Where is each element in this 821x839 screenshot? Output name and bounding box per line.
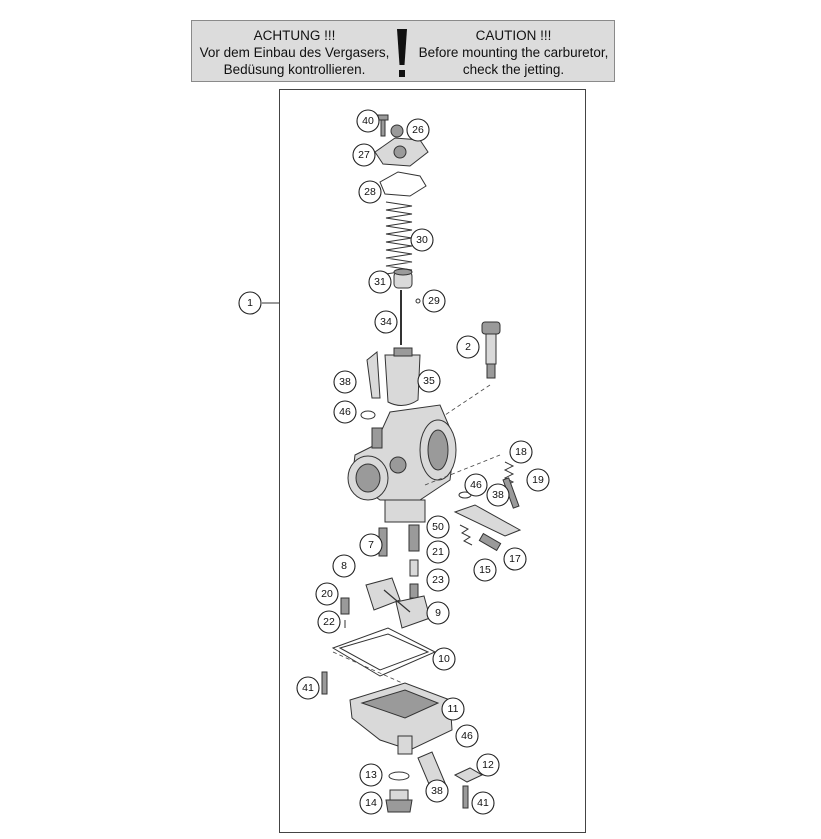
svg-text:1: 1	[247, 297, 253, 309]
callout-23	[427, 569, 449, 591]
svg-text:41: 41	[477, 797, 489, 809]
callout-34	[375, 311, 397, 333]
svg-text:10: 10	[438, 653, 450, 665]
o-ring-part	[361, 411, 375, 419]
jet-needle-part	[401, 290, 420, 345]
callout-18	[510, 441, 532, 463]
svg-text:14: 14	[365, 797, 377, 809]
svg-text:40: 40	[362, 115, 374, 127]
drain-plug-part	[386, 790, 412, 812]
callout-38-lower	[426, 780, 448, 802]
warning-english-line1: Before mounting the carburetor,	[418, 45, 609, 60]
svg-text:23: 23	[432, 574, 444, 586]
callout-12	[477, 754, 499, 776]
callout-9	[427, 602, 449, 624]
callout-2	[457, 336, 479, 358]
callout-19	[527, 469, 549, 491]
callout-26	[407, 119, 429, 141]
svg-text:38: 38	[339, 376, 351, 388]
svg-text:30: 30	[416, 234, 428, 246]
svg-text:28: 28	[364, 186, 376, 198]
main-jet-part	[410, 584, 418, 598]
needle-jet-part	[409, 525, 419, 551]
callout-31	[369, 271, 391, 293]
svg-text:22: 22	[323, 616, 335, 628]
svg-text:17: 17	[509, 553, 521, 565]
bowl-screw-part-left	[322, 672, 327, 694]
svg-text:7: 7	[368, 539, 374, 551]
callout-7	[360, 534, 382, 556]
callout-20	[316, 583, 338, 605]
callout-15	[474, 559, 496, 581]
svg-text:2: 2	[465, 341, 471, 353]
svg-text:41: 41	[302, 682, 314, 694]
svg-text:35: 35	[423, 375, 435, 387]
callout-21	[427, 541, 449, 563]
idle-screw-part	[482, 322, 500, 378]
svg-text:46: 46	[470, 479, 482, 491]
svg-text:27: 27	[358, 149, 370, 161]
carburetor-body-part	[348, 405, 456, 522]
svg-text:9: 9	[435, 607, 441, 619]
callout-14	[360, 792, 382, 814]
svg-text:34: 34	[380, 316, 392, 328]
callout-11	[442, 698, 464, 720]
vent-hose-part	[367, 352, 380, 398]
svg-text:50: 50	[432, 521, 444, 533]
svg-text:12: 12	[482, 759, 494, 771]
callout-50	[427, 516, 449, 538]
svg-text:20: 20	[321, 588, 333, 600]
svg-text:18: 18	[515, 446, 527, 458]
throttle-slide-part	[385, 348, 420, 406]
callout-35	[418, 370, 440, 392]
warning-english-title: CAUTION !!!	[475, 28, 552, 43]
callout-46-right	[465, 474, 487, 496]
warning-german-title: ACHTUNG !!!	[253, 28, 336, 43]
callout-46-lower	[456, 725, 478, 747]
callout-17	[504, 548, 526, 570]
cover-screw-part	[378, 115, 388, 136]
svg-text:31: 31	[374, 276, 386, 288]
warning-english-line2: check the jetting.	[462, 62, 565, 77]
svg-text:19: 19	[532, 474, 544, 486]
svg-text:11: 11	[447, 703, 459, 715]
throttle-spring-part	[386, 202, 412, 274]
callout-27	[353, 144, 375, 166]
callout-22	[318, 611, 340, 633]
callout-38-right	[487, 484, 509, 506]
callout-38-upper	[334, 371, 356, 393]
needle-holder-part	[394, 269, 412, 288]
svg-text:38: 38	[492, 489, 504, 501]
atomizer-part	[410, 560, 418, 576]
float-part	[366, 578, 430, 628]
svg-text:21: 21	[432, 546, 444, 558]
float-needle-part	[341, 598, 349, 614]
callout-46-upper	[334, 401, 356, 423]
callout-13	[360, 764, 382, 786]
bowl-screw-part-right	[463, 786, 468, 808]
float-bowl-gasket-inner	[340, 634, 428, 670]
svg-text:46: 46	[339, 406, 351, 418]
callout-1	[239, 292, 261, 314]
callout-8	[333, 555, 355, 577]
callout-10	[433, 648, 455, 670]
svg-text:8: 8	[341, 560, 347, 572]
svg-text:46: 46	[461, 730, 473, 742]
callout-28	[359, 181, 381, 203]
callout-30	[411, 229, 433, 251]
callout-41-right	[472, 792, 494, 814]
callout-29	[423, 290, 445, 312]
callout-40	[357, 110, 379, 132]
svg-text:13: 13	[365, 769, 377, 781]
warning-german-line1: Vor dem Einbau des Vergasers,	[199, 45, 390, 60]
gasket-part	[380, 172, 426, 196]
plug-o-ring-part	[389, 772, 409, 780]
warning-german-line2: Bedüsung kontrollieren.	[223, 62, 366, 77]
float-bowl-part	[350, 683, 452, 754]
callout-41-left	[297, 677, 319, 699]
svg-text:29: 29	[428, 295, 440, 307]
svg-text:15: 15	[479, 564, 491, 576]
svg-text:38: 38	[431, 785, 443, 797]
svg-text:26: 26	[412, 124, 424, 136]
